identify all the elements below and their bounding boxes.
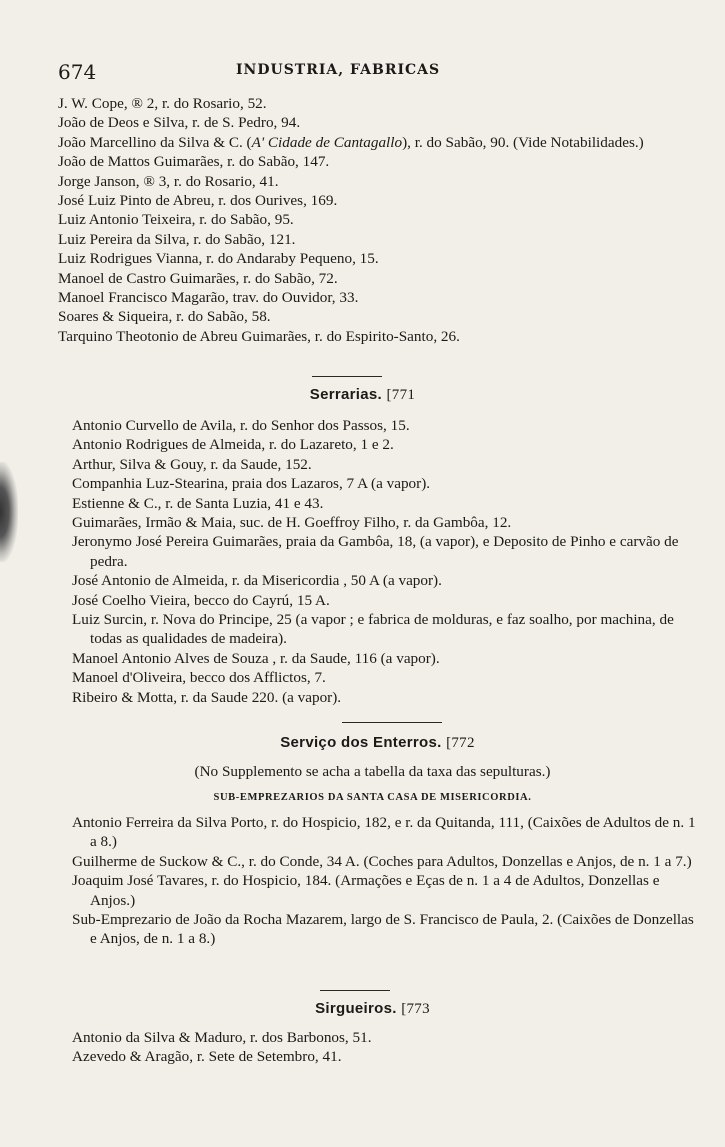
list-item: Ribeiro & Motta, r. da Saude 220. (a vapor). xyxy=(72,688,342,706)
list-item: Luiz Antonio Teixeira, r. do Sabão, 95. xyxy=(58,211,294,229)
list-item: Azevedo & Aragão, r. Sete de Setembro, 41. xyxy=(72,1048,342,1066)
list-item: Manoel de Castro Guimarães, r. do Sabão, 72. xyxy=(58,269,338,287)
section-subheading: SUB-EMPREZARIOS DA SANTA CASA DE MISERICORDIA. xyxy=(213,792,532,803)
list-item: Sub-Emprezario de João da Rocha Mazarem, largo de S. Francisco de Paula, 2. (Caixões de Donzellas e Anjos, de n. 1 a 8.) xyxy=(72,911,694,948)
list-item: João de Mattos Guimarães, r. do Sabão, 147. xyxy=(58,153,330,171)
list-item: Luiz Rodrigues Vianna, r. do Andaraby Pequeno, 15. xyxy=(58,250,379,268)
list-item: João de Deos e Silva, r. de S. Pedro, 94. xyxy=(58,114,301,132)
entry-italic-part: A' Cidade de Cantagallo xyxy=(251,133,403,151)
list-item: José Luiz Pinto de Abreu, r. dos Ourives, 169. xyxy=(58,192,338,210)
section-divider xyxy=(312,376,382,377)
entries-enterros xyxy=(72,813,697,949)
list-item: José Antonio de Almeida, r. da Misericordia , 50 A (a vapor). xyxy=(72,572,442,590)
list-item: Manoel Francisco Magarão, trav. do Ouvidor, 33. xyxy=(58,289,359,307)
list-item: Estienne & C., r. de Santa Luzia, 41 e 43. xyxy=(72,494,324,512)
entries-serrarias xyxy=(72,416,697,707)
list-item xyxy=(58,133,698,152)
section-divider xyxy=(320,990,390,991)
ink-blot-decoration xyxy=(0,462,18,562)
section-title-serrarias xyxy=(0,386,725,404)
list-item: Tarquino Theotonio de Abreu Guimarães, r. do Espirito-Santo, 26. xyxy=(58,327,460,345)
entry-text-part: ), r. do Sabão, 90. (Vide Notabilidades.) xyxy=(402,133,644,151)
list-item: Guimarães, Irmão & Maia, suc. de H. Goeffroy Filho, r. da Gambôa, 12. xyxy=(72,514,512,532)
list-item: Antonio Rodrigues de Almeida, r. do Lazareto, 1 e 2. xyxy=(72,436,394,454)
list-item: Guilherme de Suckow & C., r. do Conde, 34 A. (Coches para Adultos, Donzellas e Anjos, de n. 1 a 7.) xyxy=(72,852,692,870)
entries-continued xyxy=(58,94,698,346)
list-item: Antonio da Silva & Maduro, r. dos Barbonos, 51. xyxy=(72,1029,372,1046)
page-number: 674 xyxy=(58,60,97,84)
list-item: Antonio Curvello de Avila, r. do Senhor dos Passos, 15. xyxy=(72,417,410,434)
list-item: J. W. Cope, ® 2, r. do Rosario, 52. xyxy=(58,95,267,112)
list-item: Companhia Luz-Stearina, praia dos Lazaros, 7 A (a vapor). xyxy=(72,475,431,493)
section-divider xyxy=(342,722,442,723)
section-title-text: Sirgueiros. xyxy=(315,1000,397,1017)
section-title-sirgueiros xyxy=(0,1000,725,1018)
entries-sirgueiros xyxy=(72,1028,697,1067)
section-title-text: Serrarias. xyxy=(309,386,383,403)
list-item: Antonio Ferreira da Silva Porto, r. do Hospicio, 182, e r. da Quitanda, 111, (Caixões de Adultos de n. 1 a 8.) xyxy=(72,814,696,851)
list-item: Joaquim José Tavares, r. do Hospicio, 184. (Armações e Eças de n. 1 a 4 de Adultos, Donzellas e Anjos.) xyxy=(72,872,660,909)
page-header xyxy=(58,60,688,84)
list-item: Jorge Janson, ® 3, r. do Rosario, 41. xyxy=(58,172,279,190)
section-title-enterros xyxy=(0,734,725,752)
section-number: [773 xyxy=(401,1001,430,1017)
section-title-text: Serviço dos Enterros. xyxy=(280,734,442,751)
section-number: [771 xyxy=(386,387,416,403)
entry-text-part: João Marcellino da Silva & C. ( xyxy=(58,133,252,151)
list-item: Manoel Antonio Alves de Souza , r. da Saude, 116 (a vapor). xyxy=(72,649,440,667)
list-item: Jeronymo José Pereira Guimarães, praia da Gambôa, 18, (a vapor), e Deposito de Pinho e carvão de pedra. xyxy=(72,533,679,570)
running-head: INDUSTRIA, FABRICAS xyxy=(236,62,441,78)
list-item: Luiz Pereira da Silva, r. do Sabão, 121. xyxy=(58,230,296,248)
list-item: Soares & Siqueira, r. do Sabão, 58. xyxy=(58,308,271,326)
list-item: Arthur, Silva & Gouy, r. da Saude, 152. xyxy=(72,455,312,473)
list-item: Manoel d'Oliveira, becco dos Afflictos, 7. xyxy=(72,669,326,687)
section-note: (No Supplemento se acha a tabella da taxa das sepulturas.) xyxy=(194,763,551,780)
section-number: [772 xyxy=(446,735,475,751)
list-item: José Coelho Vieira, becco do Cayrú, 15 A. xyxy=(72,591,330,609)
list-item: Luiz Surcin, r. Nova do Principe, 25 (a vapor ; e fabrica de molduras, e faz soalho, por machina, de todas as qualidades de madeira). xyxy=(72,611,674,648)
